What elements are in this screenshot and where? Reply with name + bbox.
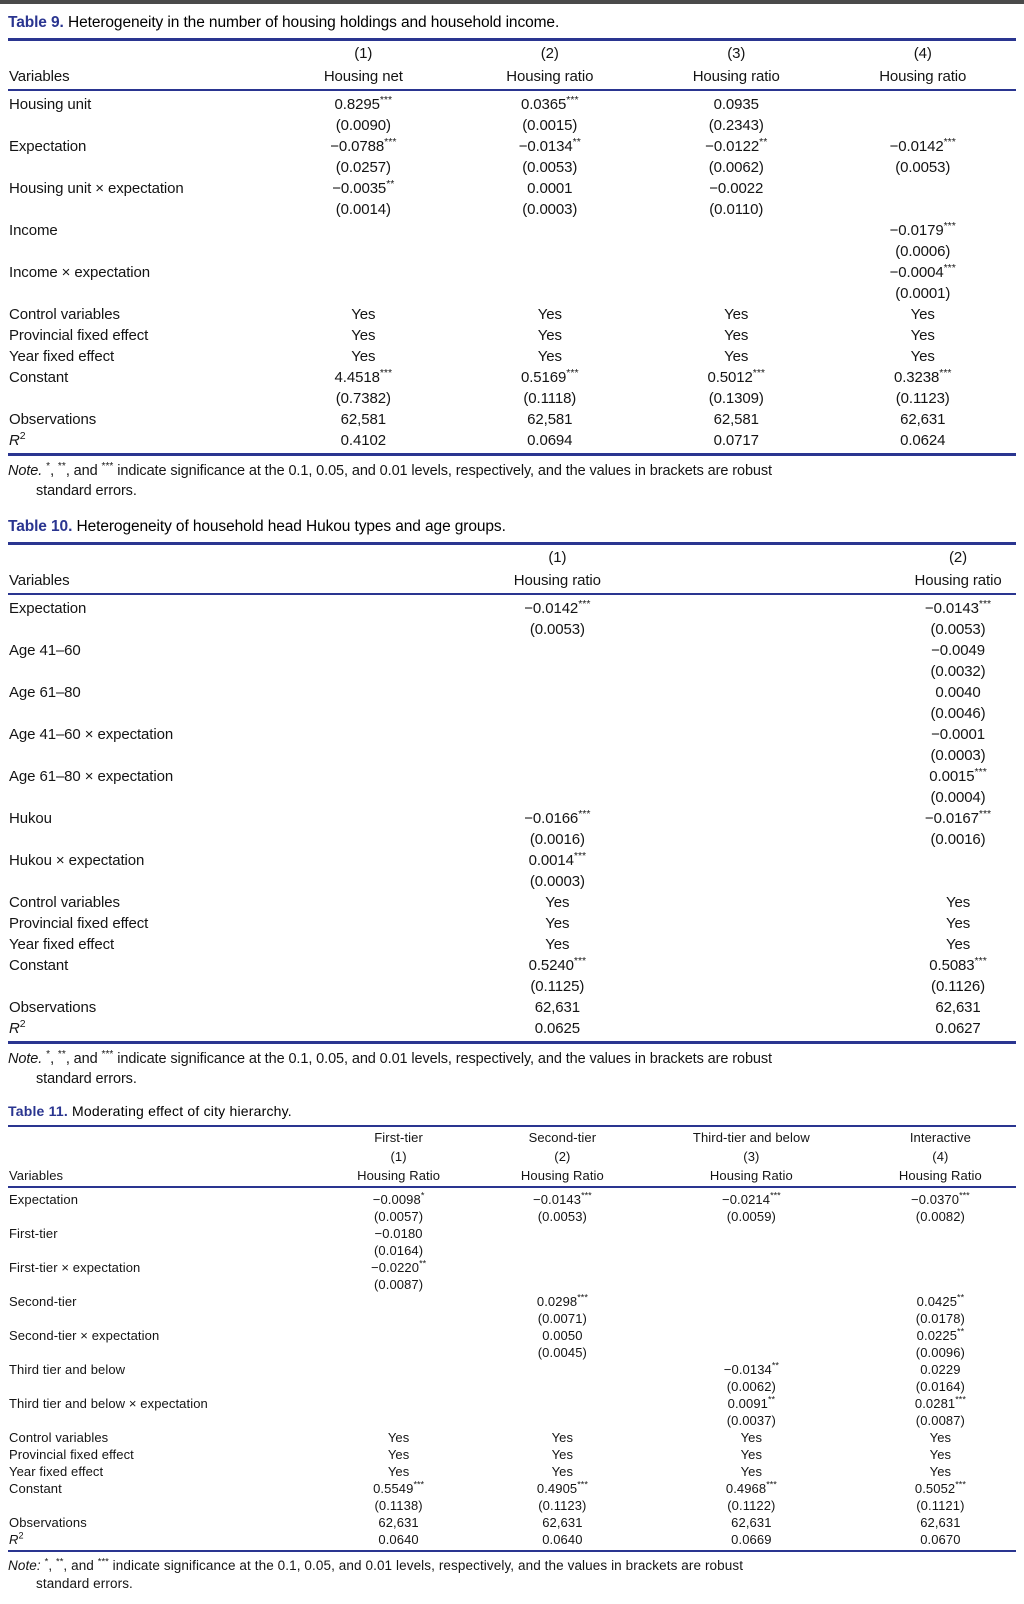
table-10-note <box>8 1049 1016 1089</box>
cell: 0.0015*** (0.0004) <box>929 766 987 806</box>
cell <box>829 90 1016 136</box>
cell: 0.4905*** (0.1123) <box>536 1479 588 1513</box>
table-row <box>8 594 1016 640</box>
cell: 0.5240*** (0.1125) <box>528 955 587 995</box>
row-label: Observations <box>9 411 97 428</box>
cell: −0.0134** (0.0062) <box>723 1360 779 1394</box>
cell: Yes <box>910 348 935 365</box>
cell: −0.0370*** (0.0082) <box>911 1190 970 1224</box>
table-9-section <box>8 14 1016 501</box>
cell: −0.0122** (0.0062) <box>705 136 768 176</box>
table-9-title <box>8 14 1016 32</box>
row-label: Year fixed effect <box>9 348 115 365</box>
cell: 0.0229 (0.0164) <box>915 1362 965 1394</box>
row-label: Constant <box>9 957 69 974</box>
note-line: standard errors. <box>36 1071 137 1087</box>
table-11 <box>8 1125 1016 1552</box>
cell: 0.5052*** (0.1121) <box>914 1479 966 1513</box>
table-row <box>8 1225 1016 1259</box>
table-row <box>8 766 1016 808</box>
row-label: Control variables <box>9 306 120 323</box>
cell: 62,631 <box>920 1515 961 1530</box>
note-line: Note. *, **, and *** indicate significance at the 0.1, 0.05, and 0.01 levels, respectively, and the values in brackets are robust <box>8 1049 772 1067</box>
table-row <box>8 346 1016 367</box>
header-variables-cell: Variables <box>9 572 70 589</box>
cell <box>215 724 900 766</box>
cell: Yes <box>724 327 749 344</box>
cell: 62,631 <box>935 999 981 1016</box>
header-variables-cell: Variables <box>9 68 70 85</box>
table-10-caption: Heterogeneity of household head Hukou types and age groups. <box>76 518 506 535</box>
table-row <box>8 913 1016 934</box>
header-row <box>8 544 1016 569</box>
cell: 0.0298*** (0.0071) <box>536 1292 588 1326</box>
cell: Yes <box>551 1430 574 1445</box>
header-row <box>8 1165 1016 1187</box>
row-label: Age 61–80 × expectation <box>9 768 174 785</box>
table-11-title <box>8 1103 1016 1119</box>
header-cell: Housing Ratio <box>709 1168 793 1183</box>
header-cell: Third-tier and below <box>692 1130 810 1145</box>
cell: −0.0022 (0.0110) <box>709 180 764 218</box>
table-row <box>8 1327 1016 1361</box>
cell: 0.0694 <box>527 432 573 449</box>
table-row <box>8 262 1016 304</box>
cell: 0.0281*** (0.0087) <box>914 1394 966 1428</box>
cell: Yes <box>724 306 749 323</box>
cell: 0.4968*** (0.1122) <box>725 1479 777 1513</box>
header-cell: Second-tier <box>528 1130 597 1145</box>
table-row <box>8 178 1016 220</box>
cell <box>310 1361 486 1395</box>
cell <box>270 262 456 304</box>
cell: Yes <box>537 348 562 365</box>
header-cell: (3) <box>743 1149 760 1164</box>
header-row <box>8 568 1016 594</box>
table-row <box>8 724 1016 766</box>
cell: −0.0098* (0.0057) <box>372 1190 425 1224</box>
cell <box>865 1225 1016 1259</box>
table-row <box>8 1531 1016 1551</box>
table-row <box>8 997 1016 1018</box>
cell <box>865 1259 1016 1293</box>
header-variables-cell <box>8 544 215 569</box>
cell: 0.0625 <box>534 1020 580 1037</box>
header-cell: (4) <box>932 1149 949 1164</box>
header-row <box>8 64 1016 90</box>
row-label: Provincial fixed effect <box>9 327 149 344</box>
cell: −0.0134** (0.0053) <box>518 136 581 176</box>
cell: Yes <box>929 1447 952 1462</box>
cell <box>310 1293 486 1327</box>
cell: −0.0788*** (0.0257) <box>330 136 397 176</box>
cell: Yes <box>724 348 749 365</box>
header-cell: Housing ratio <box>506 68 594 85</box>
table-row <box>8 1463 1016 1480</box>
cell: 62,631 <box>534 999 580 1016</box>
table-row <box>8 1187 1016 1225</box>
cell: Yes <box>910 327 935 344</box>
header-row <box>8 1146 1016 1165</box>
cell: Yes <box>551 1447 574 1462</box>
table-10-title <box>8 518 1016 536</box>
cell: −0.0004*** (0.0001) <box>889 262 956 302</box>
cell: −0.0143*** (0.0053) <box>924 598 992 638</box>
cell: 0.0669 <box>731 1532 772 1547</box>
cell <box>457 262 643 304</box>
cell <box>638 1225 865 1259</box>
row-label: Control variables <box>9 894 120 911</box>
row-label: Age 41–60 <box>9 642 81 659</box>
cell <box>487 1259 638 1293</box>
table-11-caption: Moderating effect of city hierarchy. <box>72 1103 292 1119</box>
row-label: Income × expectation <box>9 264 151 281</box>
header-cell: Housing Ratio <box>357 1168 441 1183</box>
row-label: Observations <box>9 1515 87 1530</box>
table-row <box>8 1259 1016 1293</box>
cell <box>829 178 1016 220</box>
header-cell: Housing net <box>323 68 403 85</box>
cell: 62,631 <box>731 1515 772 1530</box>
cell: −0.0214*** (0.0059) <box>722 1190 781 1224</box>
header-row <box>8 1126 1016 1146</box>
note-line: Note: *, **, and *** indicate significance at the 0.1, 0.05, and 0.01 levels, respectively, and the values in brackets are robust <box>8 1556 744 1573</box>
cell: 0.8295*** (0.0090) <box>334 94 393 134</box>
cell: Yes <box>545 894 570 911</box>
header-cell: (1) <box>354 45 373 62</box>
cell <box>487 1361 638 1395</box>
cell <box>215 766 900 808</box>
cell: 0.5012*** (0.1309) <box>707 367 766 407</box>
header-cell: Housing Ratio <box>520 1168 604 1183</box>
header-cell: First-tier <box>374 1130 423 1145</box>
cell: Yes <box>740 1447 763 1462</box>
cell <box>900 850 1016 892</box>
cell: 0.0425** (0.0178) <box>915 1292 965 1326</box>
row-label: $R^2$ <box>9 1018 26 1037</box>
row-label: Provincial fixed effect <box>9 915 149 932</box>
cell: 0.4102 <box>340 432 386 449</box>
cell: 0.5083*** (0.1126) <box>929 955 987 995</box>
row-label: Expectation <box>9 600 87 617</box>
cell <box>487 1225 638 1259</box>
cell: Yes <box>387 1430 410 1445</box>
table-10 <box>8 542 1016 1044</box>
table-row <box>8 409 1016 430</box>
cell: 0.0935 (0.2343) <box>708 96 764 134</box>
cell: 0.0225** (0.0096) <box>915 1326 965 1360</box>
row-label: Housing unit × expectation <box>9 180 184 197</box>
cell: Yes <box>910 306 935 323</box>
row-label: Housing unit <box>9 96 92 113</box>
table-row <box>8 850 1016 892</box>
cell: 0.0717 <box>713 432 759 449</box>
header-cell: Housing ratio <box>513 572 601 589</box>
note-line: standard errors. <box>36 483 137 499</box>
row-label: Provincial fixed effect <box>9 1447 134 1462</box>
row-label: Second-tier <box>9 1294 77 1309</box>
table-row <box>8 1293 1016 1327</box>
table-row <box>8 892 1016 913</box>
cell: 0.5549*** (0.1138) <box>373 1479 425 1513</box>
table-row <box>8 1514 1016 1531</box>
table-row <box>8 682 1016 724</box>
table-row <box>8 1018 1016 1043</box>
cell: Yes <box>351 327 376 344</box>
cell: −0.0179*** (0.0006) <box>889 220 956 260</box>
cell: Yes <box>551 1464 574 1479</box>
header-cell: Housing ratio <box>879 68 967 85</box>
cell <box>643 262 829 304</box>
cell <box>638 1293 865 1327</box>
row-label: Constant <box>9 369 69 386</box>
row-label: Observations <box>9 999 97 1016</box>
header-cell: Interactive <box>909 1130 971 1145</box>
cell <box>487 1395 638 1429</box>
header-cell: (4) <box>913 45 932 62</box>
cell: 62,631 <box>900 411 946 428</box>
table-row <box>8 1480 1016 1514</box>
table-10-label: Table 10. <box>8 518 73 535</box>
header-cell: (1) <box>548 549 567 566</box>
table-row <box>8 808 1016 850</box>
row-label: Hukou × expectation <box>9 852 145 869</box>
table-11-note <box>8 1557 1016 1592</box>
row-label: Year fixed effect <box>9 936 115 953</box>
cell: 0.0627 <box>935 1020 981 1037</box>
cell: 0.0091** (0.0037) <box>726 1394 776 1428</box>
cell: 0.5169*** (0.1118) <box>521 367 579 407</box>
row-label: Hukou <box>9 810 52 827</box>
cell: 62,631 <box>378 1515 419 1530</box>
cell: −0.0035** (0.0014) <box>332 178 395 218</box>
cell: −0.0142*** (0.0053) <box>524 598 591 638</box>
cell: 62,581 <box>527 411 573 428</box>
cell: Yes <box>387 1447 410 1462</box>
header-variables-cell <box>8 1146 310 1165</box>
cell: Yes <box>537 327 562 344</box>
cell: −0.0049 (0.0032) <box>930 642 986 680</box>
table-11-section <box>8 1103 1016 1592</box>
row-label: First-tier <box>9 1226 58 1241</box>
cell: 0.0040 (0.0046) <box>930 684 986 722</box>
table-row <box>8 955 1016 997</box>
table-row <box>8 136 1016 178</box>
cell: Yes <box>387 1464 410 1479</box>
cell: Yes <box>351 306 376 323</box>
table-row <box>8 430 1016 455</box>
cell <box>215 682 900 724</box>
table-row <box>8 325 1016 346</box>
table-9 <box>8 38 1016 456</box>
row-label: $R^2$ <box>9 1530 24 1547</box>
cell: −0.0142*** (0.0053) <box>889 136 956 176</box>
cell: −0.0001 (0.0003) <box>930 726 986 764</box>
table-row <box>8 90 1016 136</box>
row-label: First-tier × expectation <box>9 1260 141 1275</box>
cell: 0.0640 <box>378 1532 419 1547</box>
cell: 0.0365*** (0.0015) <box>521 94 579 134</box>
cell: Yes <box>545 915 570 932</box>
cell <box>643 220 829 262</box>
cell <box>638 1259 865 1293</box>
cell: Yes <box>945 936 971 953</box>
header-cell: (2) <box>949 549 968 566</box>
note-line: standard errors. <box>36 1575 133 1591</box>
header-cell: Housing ratio <box>914 572 1002 589</box>
cell: 0.0001 (0.0003) <box>522 180 578 218</box>
cell: Yes <box>740 1464 763 1479</box>
cell <box>310 1327 486 1361</box>
header-cell: (2) <box>540 45 559 62</box>
row-label: Third tier and below <box>9 1362 126 1377</box>
row-label: Income <box>9 222 58 239</box>
cell: Yes <box>537 306 562 323</box>
row-label: Third tier and below × expectation <box>9 1396 208 1411</box>
cell: 0.3238*** (0.1123) <box>893 367 952 407</box>
table-10-section <box>8 518 1016 1089</box>
table-row <box>8 220 1016 262</box>
row-label: $R^2$ <box>9 430 26 449</box>
cell: 62,631 <box>542 1515 583 1530</box>
cell: 0.0624 <box>900 432 946 449</box>
table-9-label: Table 9. <box>8 14 64 31</box>
cell: 62,581 <box>713 411 759 428</box>
cell: Yes <box>740 1430 763 1445</box>
header-cell: Housing Ratio <box>898 1168 982 1183</box>
cell: Yes <box>545 936 570 953</box>
cell: Yes <box>929 1464 952 1479</box>
table-11-label: Table 11. <box>8 1103 68 1119</box>
row-label: Expectation <box>9 1192 79 1207</box>
page <box>0 4 1024 1604</box>
cell: Yes <box>929 1430 952 1445</box>
cell <box>310 1395 486 1429</box>
cell: 0.0670 <box>920 1532 961 1547</box>
cell: −0.0220** (0.0087) <box>371 1258 427 1292</box>
cell: Yes <box>945 915 971 932</box>
row-label: Age 41–60 × expectation <box>9 726 174 743</box>
row-label: Year fixed effect <box>9 1464 104 1479</box>
cell: Yes <box>945 894 971 911</box>
table-9-note <box>8 461 1016 501</box>
note-line: Note. *, **, and *** indicate significance at the 0.1, 0.05, and 0.01 levels, respectively, and the values in brackets are robust <box>8 461 772 479</box>
cell: −0.0143*** (0.0053) <box>533 1190 592 1224</box>
header-cell: (3) <box>727 45 746 62</box>
header-cell: (2) <box>554 1149 571 1164</box>
cell: 62,581 <box>340 411 386 428</box>
table-9-caption: Heterogeneity in the number of housing holdings and household income. <box>68 14 560 31</box>
table-row <box>8 934 1016 955</box>
cell: 4.4518*** (0.7382) <box>334 367 393 407</box>
table-row <box>8 1429 1016 1446</box>
row-label: Constant <box>9 1481 62 1496</box>
header-cell: Housing ratio <box>692 68 780 85</box>
header-variables-cell <box>8 1126 310 1146</box>
cell: 0.0014*** (0.0003) <box>528 850 587 890</box>
row-label: Control variables <box>9 1430 109 1445</box>
row-label: Expectation <box>9 138 87 155</box>
cell <box>270 220 456 262</box>
header-cell: (1) <box>390 1149 407 1164</box>
cell <box>215 640 900 682</box>
cell <box>457 220 643 262</box>
header-row <box>8 40 1016 65</box>
cell: −0.0180 (0.0164) <box>373 1226 424 1258</box>
cell: 0.0050 (0.0045) <box>537 1328 587 1360</box>
cell <box>638 1327 865 1361</box>
cell: −0.0167*** (0.0016) <box>924 808 992 848</box>
table-row <box>8 367 1016 409</box>
table-row <box>8 640 1016 682</box>
row-label: Second-tier × expectation <box>9 1328 160 1343</box>
table-row <box>8 1361 1016 1395</box>
table-row <box>8 304 1016 325</box>
cell: −0.0166*** (0.0016) <box>524 808 591 848</box>
cell: 0.0640 <box>542 1532 583 1547</box>
row-label: Age 61–80 <box>9 684 81 701</box>
header-variables-cell: Variables <box>9 1168 64 1183</box>
table-row <box>8 1395 1016 1429</box>
cell: Yes <box>351 348 376 365</box>
table-row <box>8 1446 1016 1463</box>
header-variables-cell <box>8 40 270 65</box>
